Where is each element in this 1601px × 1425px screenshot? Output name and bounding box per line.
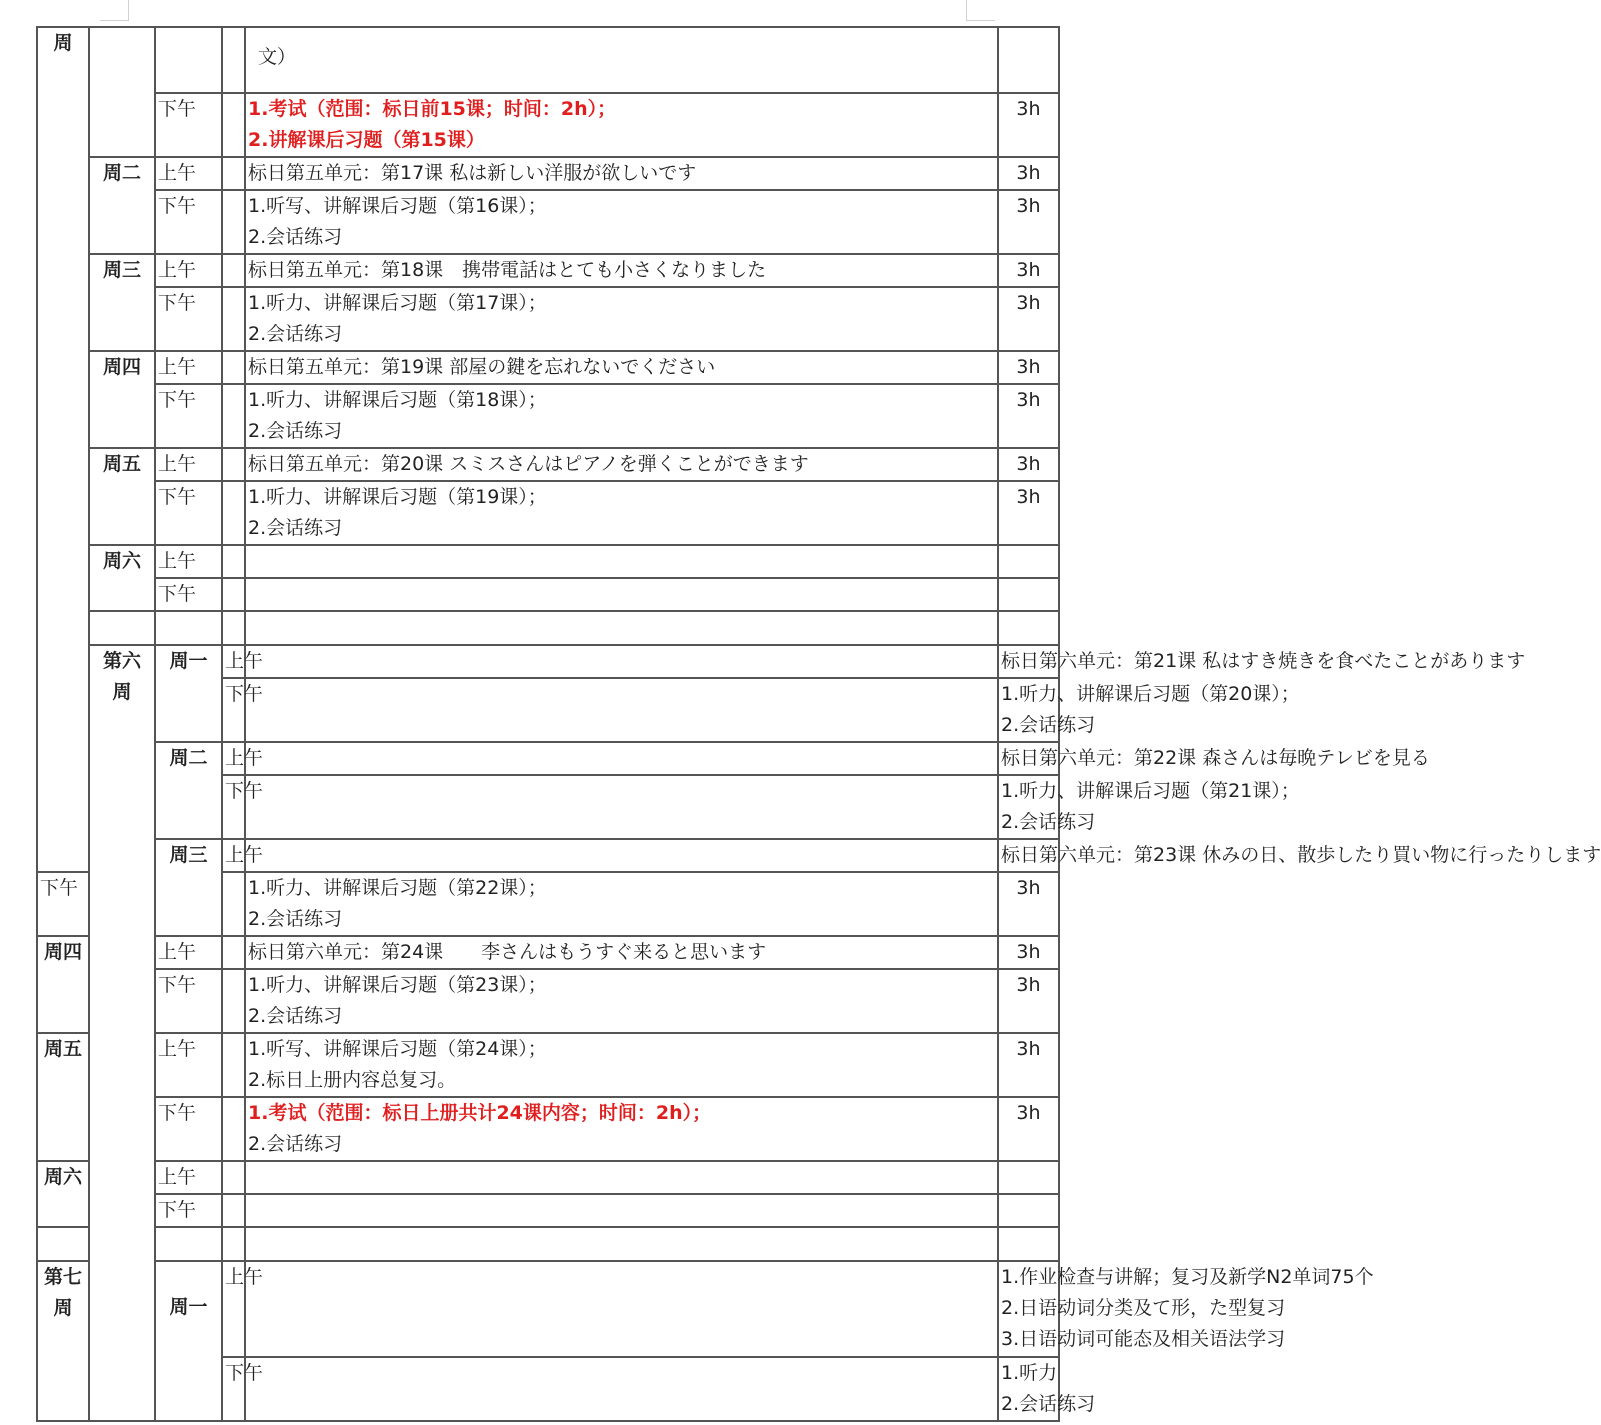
table-row	[37, 1033, 1059, 1097]
spacer-cell	[245, 775, 998, 839]
empty-cell	[155, 1227, 222, 1261]
course-schedule-table	[36, 26, 1601, 1422]
period-cell: 上午	[155, 545, 222, 578]
period-cell: 下午	[222, 1357, 245, 1421]
content-cell: 1.听力、讲解课后习题（第17课）； 2.会话练习	[245, 287, 998, 351]
period-cell: 下午	[37, 872, 89, 936]
hours-cell: 3h	[998, 872, 1059, 936]
period-cell: 下午	[155, 190, 222, 254]
day-cell: 周三	[155, 839, 222, 936]
week-label: 第七 周	[37, 1261, 89, 1421]
table-row	[37, 254, 1059, 287]
period-cell: 下午	[155, 287, 222, 351]
content-cell: 1.听力、讲解课后习题（第21课）； 2.会话练习	[998, 775, 1059, 839]
hours-cell	[998, 1161, 1059, 1194]
hours-cell: 3h	[998, 93, 1059, 157]
table-row	[37, 1097, 1059, 1161]
day-cell: 周五	[89, 448, 155, 545]
spacer-cell	[222, 448, 245, 481]
table-row	[37, 839, 1059, 872]
week-label: 第六 周	[89, 645, 155, 1421]
table-row	[37, 1194, 1059, 1227]
content-cell	[245, 545, 998, 578]
content-cell: 文）	[245, 27, 998, 93]
table-row	[37, 578, 1059, 611]
content-cell: 1.听力 2.会话练习	[998, 1357, 1059, 1421]
content-cell: 1.考试（范围：标日前15课；时间：2h）； 2.讲解课后习题（第15课）	[245, 93, 998, 157]
content-cell: 标日第六单元：第23课 休みの日、散歩したり買い物に行ったりします	[998, 839, 1059, 872]
spacer-cell	[245, 1357, 998, 1421]
hours-cell	[998, 578, 1059, 611]
period-cell: 下午	[155, 93, 222, 157]
content-cell: 标日第六单元：第22课 森さんは毎晩テレビを見る	[998, 742, 1059, 775]
table-row	[37, 481, 1059, 545]
empty-cell	[245, 1227, 998, 1261]
spacer-cell	[222, 351, 245, 384]
day-cell: 周五	[37, 1033, 89, 1161]
table-row	[37, 351, 1059, 384]
period-cell: 上午	[222, 645, 245, 678]
spacer-cell	[222, 190, 245, 254]
period-cell: 上午	[155, 254, 222, 287]
content-cell: 标日第六单元：第21课 私はすき焼きを食べたことがあります	[998, 645, 1059, 678]
day-cell: 周六	[37, 1161, 89, 1227]
content-cell	[245, 1194, 998, 1227]
spacer-cell	[245, 839, 998, 872]
separator-row	[37, 1227, 1059, 1261]
spacer-cell	[222, 1161, 245, 1194]
content-cell: 1.听力、讲解课后习题（第18课）； 2.会话练习	[245, 384, 998, 448]
hours-cell: 3h	[998, 448, 1059, 481]
table-row	[37, 157, 1059, 190]
spacer-cell	[245, 742, 998, 775]
table-row	[37, 969, 1059, 1033]
spacer-cell	[222, 1097, 245, 1161]
table-row	[37, 190, 1059, 254]
table-row	[37, 93, 1059, 157]
content-cell	[245, 578, 998, 611]
content-cell: 标日第五单元：第17课 私は新しい洋服が欲しいです	[245, 157, 998, 190]
period-cell: 下午	[155, 1097, 222, 1161]
hours-cell: 3h	[998, 157, 1059, 190]
content-cell	[245, 1161, 998, 1194]
table-row	[37, 1161, 1059, 1194]
period-cell: 下午	[222, 678, 245, 742]
content-cell: 标日第五单元：第20课 スミスさんはピアノを弾くことができます	[245, 448, 998, 481]
hours-cell: 3h	[998, 1097, 1059, 1161]
hours-cell: 3h	[998, 481, 1059, 545]
content-cell: 1.听写、讲解课后习题（第24课）； 2.标日上册内容总复习。	[245, 1033, 998, 1097]
table-row	[37, 545, 1059, 578]
period-cell: 上午	[155, 1033, 222, 1097]
content-cell: 1.作业检查与讲解；复习及新学N2单词75个 2.日语动词分类及て形，た型复习 3.日语动词可能态及相关语法学习	[998, 1261, 1059, 1357]
period-cell: 上午	[155, 448, 222, 481]
spacer-cell	[222, 545, 245, 578]
day-cell	[89, 27, 155, 157]
table-row	[37, 27, 1059, 93]
hours-cell: 3h	[998, 254, 1059, 287]
period-cell	[155, 27, 222, 93]
period-cell: 上午	[155, 1161, 222, 1194]
spacer-cell	[222, 936, 245, 969]
spacer-cell	[222, 969, 245, 1033]
hours-cell: 3h	[998, 287, 1059, 351]
content-cell: 1.听写、讲解课后习题（第16课）； 2.会话练习	[245, 190, 998, 254]
table-row	[37, 384, 1059, 448]
hours-cell: 3h	[998, 351, 1059, 384]
content-cell: 1.听力、讲解课后习题（第23课）； 2.会话练习	[245, 969, 998, 1033]
content-cell: 1.考试（范围：标日上册共计24课内容；时间：2h）； 2.会话练习	[245, 1097, 998, 1161]
period-cell: 下午	[155, 384, 222, 448]
table-row	[37, 287, 1059, 351]
hours-cell: 3h	[998, 936, 1059, 969]
period-cell: 上午	[222, 1261, 245, 1357]
day-cell: 周六	[89, 545, 155, 611]
separator-row	[37, 611, 1059, 645]
empty-cell	[155, 611, 222, 645]
spacer-cell	[245, 645, 998, 678]
content-cell: 标日第六单元：第24课 李さんはもうすぐ来ると思います	[245, 936, 998, 969]
day-cell: 周二	[89, 157, 155, 254]
day-cell: 周一	[155, 1261, 222, 1421]
period-cell: 下午	[222, 775, 245, 839]
page-corner-mark-left	[100, 0, 129, 21]
empty-cell	[998, 611, 1059, 645]
content-cell: 标日第五单元：第18课 携帯電話はとても小さくなりました	[245, 254, 998, 287]
period-cell: 下午	[155, 1194, 222, 1227]
page-corner-mark-right	[966, 0, 995, 21]
hours-cell	[998, 27, 1059, 93]
day-cell: 周二	[155, 742, 222, 839]
spacer-cell	[222, 157, 245, 190]
period-cell: 上午	[155, 157, 222, 190]
empty-cell	[222, 611, 245, 645]
spacer-cell	[222, 578, 245, 611]
hours-cell: 3h	[998, 384, 1059, 448]
table-row	[37, 936, 1059, 969]
hours-cell	[998, 545, 1059, 578]
spacer-cell	[222, 93, 245, 157]
spacer-cell	[222, 872, 245, 936]
spacer-cell	[222, 1033, 245, 1097]
period-cell: 上午	[222, 839, 245, 872]
empty-cell	[37, 1227, 89, 1261]
content-cell: 1.听力、讲解课后习题（第19课）； 2.会话练习	[245, 481, 998, 545]
spacer-cell	[222, 1194, 245, 1227]
spacer-cell	[245, 1261, 998, 1357]
empty-cell	[89, 611, 155, 645]
hours-cell	[998, 1194, 1059, 1227]
hours-cell: 3h	[998, 969, 1059, 1033]
day-cell: 周三	[89, 254, 155, 351]
spacer-cell	[222, 27, 245, 93]
table-row	[37, 1261, 1059, 1357]
empty-cell	[245, 611, 998, 645]
table-row	[37, 448, 1059, 481]
table-row	[37, 645, 1059, 678]
content-cell: 1.听力、讲解课后习题（第22课）； 2.会话练习	[245, 872, 998, 936]
spacer-cell	[222, 481, 245, 545]
day-cell: 周四	[89, 351, 155, 448]
content-cell: 1.听力、讲解课后习题（第20课）； 2.会话练习	[998, 678, 1059, 742]
spacer-cell	[245, 678, 998, 742]
content-cell: 标日第五单元：第19课 部屋の鍵を忘れないでください	[245, 351, 998, 384]
day-cell: 周四	[37, 936, 89, 1033]
period-cell: 下午	[155, 578, 222, 611]
hours-cell: 3h	[998, 190, 1059, 254]
week-label: 周	[37, 27, 89, 872]
table-row	[37, 742, 1059, 775]
hours-cell: 3h	[998, 1033, 1059, 1097]
period-cell: 上午	[155, 351, 222, 384]
empty-cell	[222, 1227, 245, 1261]
period-cell: 下午	[155, 481, 222, 545]
day-cell: 周一	[155, 645, 222, 742]
spacer-cell	[222, 384, 245, 448]
empty-cell	[998, 1227, 1059, 1261]
period-cell: 上午	[222, 742, 245, 775]
spacer-cell	[222, 254, 245, 287]
period-cell: 下午	[155, 969, 222, 1033]
spacer-cell	[222, 287, 245, 351]
period-cell: 上午	[155, 936, 222, 969]
